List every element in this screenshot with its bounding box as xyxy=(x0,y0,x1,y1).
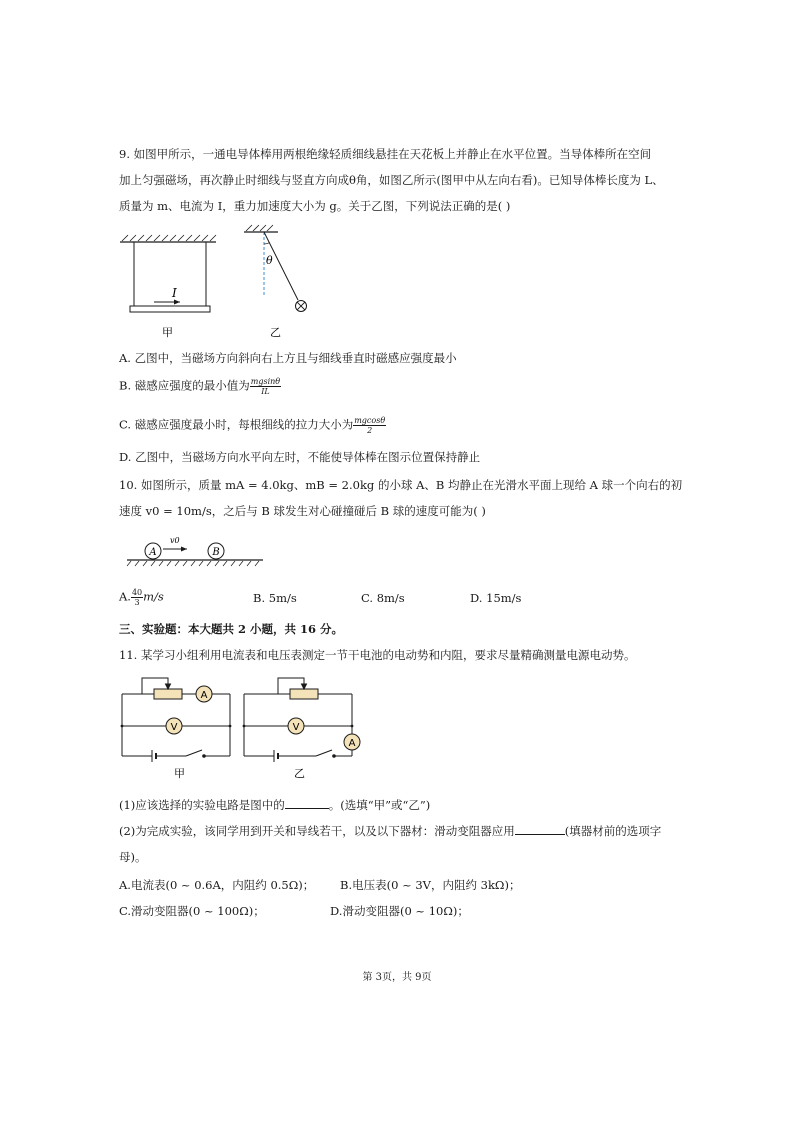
q10-stem-line1: 10. 如图所示，质量 mA = 4.0kg、mB = 2.0kg 的小球 A、B 均静止在光滑水平面上现给 A 球一个向右的初 xyxy=(119,478,683,492)
q11-circuit-jia-caption: 甲 xyxy=(174,767,185,780)
q10-option-a-label: A. xyxy=(119,589,131,604)
q11-sub1-blank[interactable] xyxy=(285,798,329,809)
q9-option-b xyxy=(119,377,281,396)
q11-jia-voltmeter: V xyxy=(170,722,178,733)
q11-sub2 xyxy=(119,823,661,839)
q9-option-c xyxy=(119,416,386,435)
q9-option-b-fraction xyxy=(250,377,281,396)
q11-item-c: C.滑动变阻器(0 ~ 100Ω)； xyxy=(119,904,265,918)
q9-fig-jia-caption: 甲 xyxy=(162,326,173,339)
q10-option-b: B. 5m/s xyxy=(253,591,297,605)
q9-stem-line3: 质量为 m、电流为 I，重力加速度大小为 g。关于乙图，下列说法正确的是( ) xyxy=(119,199,511,213)
section-heading: 三、实验题：本大题共 2 小题，共 16 分。 xyxy=(119,622,344,636)
q10-ball-b: B xyxy=(212,547,220,558)
q11-sub1 xyxy=(119,797,430,813)
q9-option-b-den: IL xyxy=(261,387,270,396)
q9-figure-jia xyxy=(118,230,218,345)
q11-yi-voltmeter: V xyxy=(292,722,300,733)
q9-option-a: A. 乙图中，当磁场方向斜向右上方且与细线垂直时磁感应强度最小 xyxy=(119,351,457,365)
q10-option-a xyxy=(119,588,164,607)
q9-option-d: D. 乙图中，当磁场方向水平向左时，不能使导体棒在图示位置保持静止 xyxy=(119,450,481,464)
q11-sub2-blank[interactable] xyxy=(515,824,565,835)
q11-item-b: B.电压表(0 ~ 3V，内阻约 3kΩ)； xyxy=(340,878,521,892)
q11-item-d: D.滑动变阻器(0 ~ 10Ω)； xyxy=(330,904,469,918)
q10-ball-a: A xyxy=(149,547,157,558)
q10-option-a-den: 3 xyxy=(134,598,140,607)
q10-option-c: C. 8m/s xyxy=(361,591,405,605)
q9-option-c-text: C. 磁感应强度最小时，每根细线的拉力大小为 xyxy=(119,417,354,432)
q9-option-b-text: B. 磁感应强度的最小值为 xyxy=(119,378,250,393)
q9-stem-line2: 加上匀强磁场，再次静止时细线与竖直方向成θ角，如图乙所示(图甲中从左向右看)。已知导体棒长度为 L、 xyxy=(119,173,664,187)
q9-stem-line1: 9. 如图甲所示，一通电导体棒用两根绝缘轻质细线悬挂在天花板上并静止在水平位置。当导体棒所在空间 xyxy=(119,147,652,161)
q10-option-a-fraction xyxy=(131,588,143,607)
q11-sub1-text-b: 。(选填“甲”或“乙”) xyxy=(328,798,431,812)
q9-figure-yi xyxy=(242,224,322,344)
q11-circuit-yi-caption: 乙 xyxy=(294,767,305,780)
q9-current-label: I xyxy=(172,286,177,300)
q11-jia-ammeter: A xyxy=(200,690,208,701)
q10-stem-line2: 速度 v0 = 10m/s，之后与 B 球发生对心碰撞碰后 B 球的速度可能为( ) xyxy=(119,504,486,518)
q9-option-c-den: 2 xyxy=(367,426,373,435)
q11-yi-ammeter: A xyxy=(348,738,356,749)
page-footer: 第 3页，共 9页 xyxy=(362,972,432,983)
q11-item-a: A.电流表(0 ~ 0.6A，内阻约 0.5Ω)； xyxy=(119,878,315,892)
q10-option-a-unit: m/s xyxy=(143,589,164,604)
q11-circuit-yi xyxy=(240,672,365,782)
q10-figure xyxy=(125,534,265,570)
q10-velocity-label: v0 xyxy=(170,536,180,545)
q10-option-d: D. 15m/s xyxy=(470,591,522,605)
q9-option-c-fraction xyxy=(353,416,386,435)
q11-sub2-text-b: (填器材前的选项字 xyxy=(564,824,662,838)
q11-sub2-cont: 母)。 xyxy=(119,850,147,864)
q9-fig-yi-caption: 乙 xyxy=(270,326,281,339)
q9-option-b-num: mgsinθ xyxy=(250,377,281,386)
q9-option-c-num: mgcosθ xyxy=(354,416,386,425)
q10-option-a-num: 40 xyxy=(131,588,143,597)
q11-sub1-text-a: (1)应该选择的实验电路是图中的 xyxy=(119,798,285,812)
q11-sub2-text-a: (2)为完成实验，该同学用到开关和导线若干，以及以下器材：滑动变阻器应用 xyxy=(119,824,515,838)
q9-angle-label: θ xyxy=(266,254,273,267)
q11-stem: 11. 某学习小组利用电流表和电压表测定一节干电池的电动势和内阻，要求尽量精确测量电源电动势。 xyxy=(119,648,636,662)
q11-circuit-jia xyxy=(118,672,236,782)
